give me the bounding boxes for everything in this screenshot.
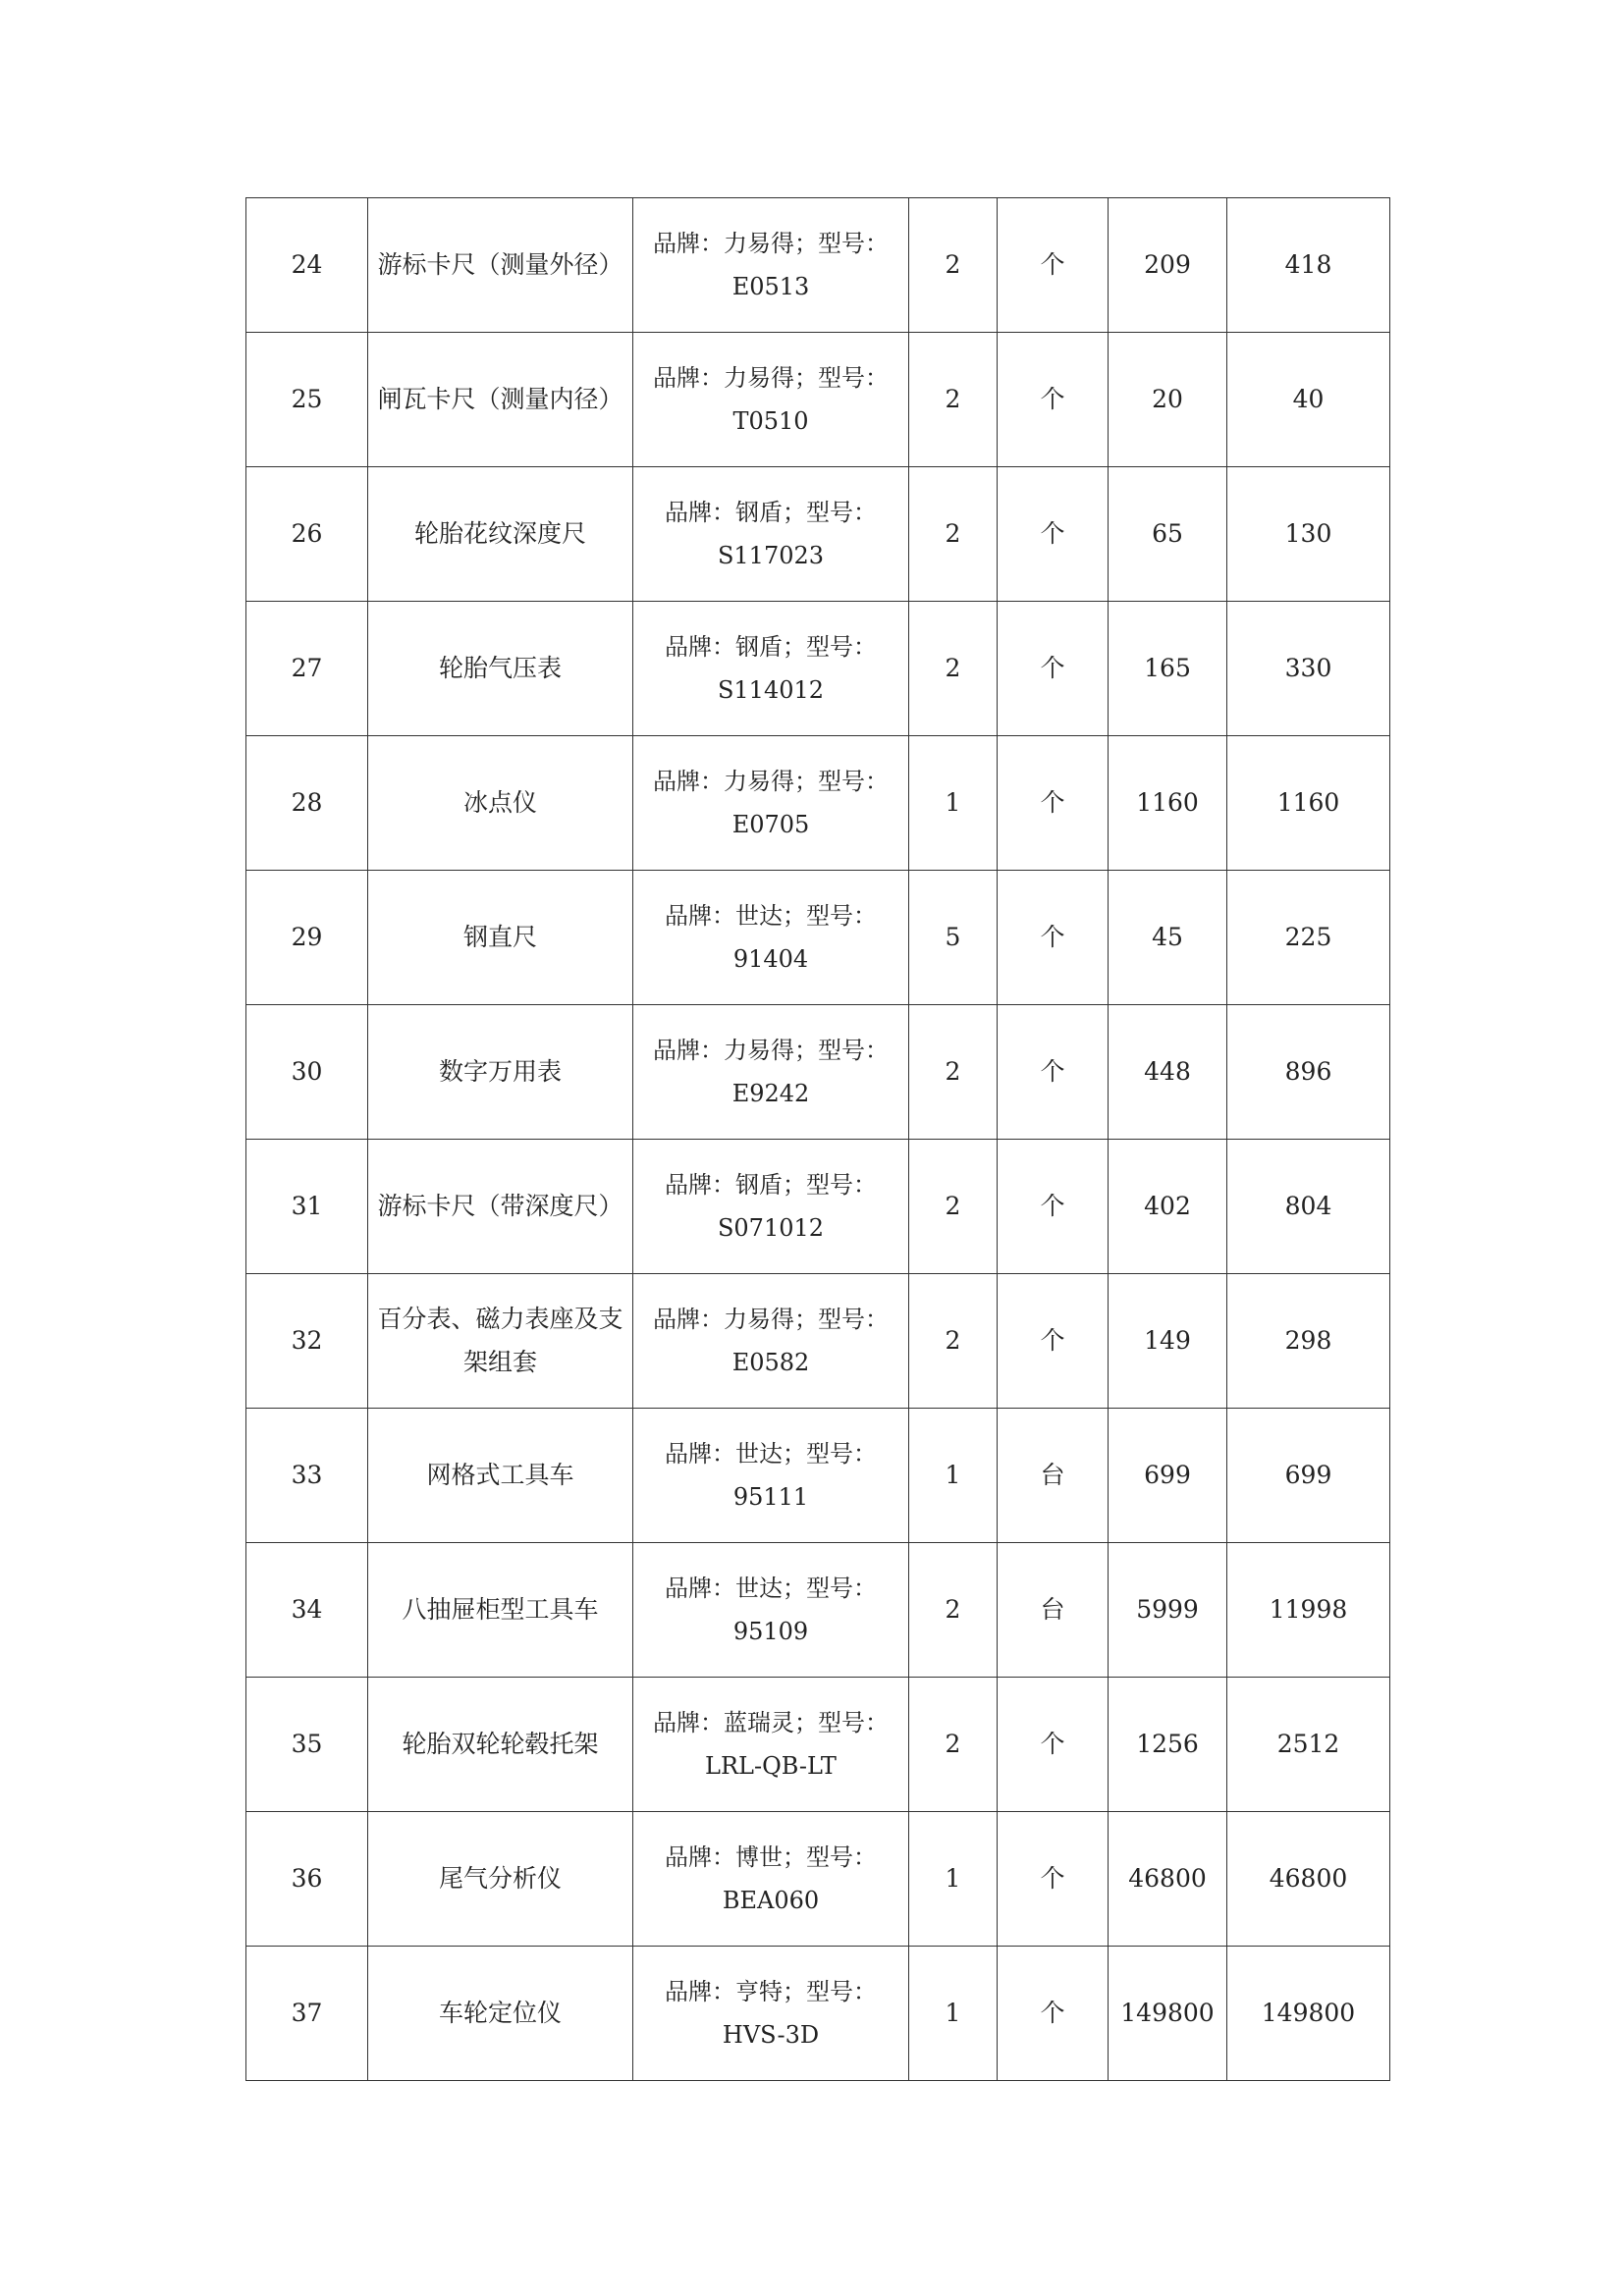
item-name: [368, 871, 633, 1005]
item-unit: 个: [998, 602, 1109, 736]
item-total-price: 11998: [1227, 1543, 1390, 1678]
item-quantity: 1: [909, 1947, 998, 2081]
item-quantity: 2: [909, 1274, 998, 1409]
item-unit: 个: [998, 1678, 1109, 1812]
item-name-line: 游标卡尺（测量外径）: [377, 250, 623, 279]
item-unit: 个: [998, 1812, 1109, 1947]
item-name-line: 车轮定位仪: [438, 1999, 562, 2027]
item-unit-price: 5999: [1109, 1543, 1227, 1678]
item-quantity: 5: [909, 871, 998, 1005]
item-spec-line: 95111: [732, 1483, 809, 1511]
item-unit-price: 149800: [1109, 1947, 1227, 2081]
item-spec-line: 品牌：力易得；型号：: [653, 1037, 889, 1064]
table-row: [246, 1812, 1390, 1947]
item-total-price: 46800: [1227, 1812, 1390, 1947]
row-number: 31: [246, 1140, 368, 1274]
item-spec-line: S117023: [717, 542, 825, 569]
item-spec-line: 品牌：亨特；型号：: [665, 1978, 877, 2005]
row-number: 36: [246, 1812, 368, 1947]
item-name-line: 轮胎双轮轮毂托架: [402, 1730, 599, 1758]
table-row: [246, 1005, 1390, 1140]
item-quantity: 2: [909, 467, 998, 602]
row-number: 32: [246, 1274, 368, 1409]
item-spec-line: 品牌：博世；型号：: [665, 1843, 877, 1871]
item-quantity: 2: [909, 333, 998, 467]
item-quantity: 2: [909, 1005, 998, 1140]
item-spec: [633, 1274, 909, 1409]
item-total-price: 130: [1227, 467, 1390, 602]
item-spec: [633, 1678, 909, 1812]
item-total-price: 699: [1227, 1409, 1390, 1543]
item-spec-line: 品牌：蓝瑞灵；型号：: [653, 1709, 889, 1736]
item-spec-line: E0705: [731, 811, 810, 838]
item-spec: [633, 1005, 909, 1140]
item-quantity: 2: [909, 1140, 998, 1274]
item-name-line: 百分表、磁力表座及支: [377, 1305, 623, 1333]
item-spec: [633, 1812, 909, 1947]
item-total-price: 40: [1227, 333, 1390, 467]
item-unit: 个: [998, 198, 1109, 333]
item-spec: [633, 333, 909, 467]
item-unit-price: 1160: [1109, 736, 1227, 871]
item-spec: [633, 467, 909, 602]
item-unit: 个: [998, 736, 1109, 871]
item-unit: 台: [998, 1409, 1109, 1543]
item-spec-line: T0510: [732, 407, 809, 435]
row-number: 37: [246, 1947, 368, 2081]
row-number: 26: [246, 467, 368, 602]
item-spec-line: 品牌：力易得；型号：: [653, 768, 889, 795]
item-spec-line: 品牌：钢盾；型号：: [665, 633, 877, 661]
table-row: [246, 602, 1390, 736]
item-name-line: 游标卡尺（带深度尺）: [377, 1192, 623, 1220]
table-row: [246, 333, 1390, 467]
table-row: [246, 198, 1390, 333]
item-unit-price: 209: [1109, 198, 1227, 333]
item-spec: [633, 1140, 909, 1274]
row-number: 27: [246, 602, 368, 736]
item-quantity: 2: [909, 198, 998, 333]
table-row: [246, 467, 1390, 602]
row-number: 33: [246, 1409, 368, 1543]
item-spec-line: 品牌：世达；型号：: [665, 1440, 877, 1468]
item-name-line: 架组套: [462, 1348, 537, 1376]
item-quantity: 1: [909, 1812, 998, 1947]
table-row: [246, 1543, 1390, 1678]
item-unit-price: 165: [1109, 602, 1227, 736]
item-name: [368, 198, 633, 333]
item-quantity: 1: [909, 736, 998, 871]
item-spec-line: 品牌：世达；型号：: [665, 1575, 877, 1602]
item-total-price: 1160: [1227, 736, 1390, 871]
item-spec-line: S114012: [717, 676, 825, 704]
row-number: 30: [246, 1005, 368, 1140]
item-spec-line: E9242: [731, 1080, 810, 1107]
item-spec-line: 品牌：世达；型号：: [665, 902, 877, 930]
item-name-line: 轮胎气压表: [438, 654, 562, 682]
row-number: 34: [246, 1543, 368, 1678]
item-unit-price: 20: [1109, 333, 1227, 467]
item-quantity: 1: [909, 1409, 998, 1543]
row-number: 25: [246, 333, 368, 467]
item-name-line: 轮胎花纹深度尺: [413, 519, 586, 548]
item-spec-line: 91404: [732, 945, 809, 973]
item-total-price: 896: [1227, 1005, 1390, 1140]
item-unit-price: 46800: [1109, 1812, 1227, 1947]
item-quantity: 2: [909, 1678, 998, 1812]
item-unit: 个: [998, 1947, 1109, 2081]
item-unit-price: 65: [1109, 467, 1227, 602]
item-quantity: 2: [909, 1543, 998, 1678]
table-body: [246, 198, 1390, 2081]
item-spec-line: E0513: [731, 273, 810, 300]
item-spec-line: 95109: [732, 1618, 809, 1645]
item-unit-price: 45: [1109, 871, 1227, 1005]
table-row: [246, 1947, 1390, 2081]
row-number: 29: [246, 871, 368, 1005]
table-row: [246, 1140, 1390, 1274]
table-row: [246, 1409, 1390, 1543]
item-spec-line: 品牌：力易得；型号：: [653, 230, 889, 257]
item-name: [368, 1274, 633, 1409]
item-unit-price: 448: [1109, 1005, 1227, 1140]
item-spec: [633, 198, 909, 333]
table-row: [246, 871, 1390, 1005]
item-name-line: 八抽屉柜型工具车: [402, 1595, 599, 1624]
item-spec: [633, 736, 909, 871]
item-spec-line: HVS-3D: [722, 2021, 820, 2049]
item-total-price: 298: [1227, 1274, 1390, 1409]
item-unit: 个: [998, 333, 1109, 467]
row-number: 35: [246, 1678, 368, 1812]
equipment-table: [245, 197, 1390, 2081]
item-unit-price: 149: [1109, 1274, 1227, 1409]
item-spec-line: E0582: [731, 1349, 810, 1376]
item-total-price: 418: [1227, 198, 1390, 333]
item-total-price: 804: [1227, 1140, 1390, 1274]
item-name-line: 钢直尺: [462, 923, 537, 951]
item-name-line: 冰点仪: [462, 788, 537, 817]
item-name: [368, 1678, 633, 1812]
item-unit: 个: [998, 1140, 1109, 1274]
item-unit: 个: [998, 1274, 1109, 1409]
item-name: [368, 1543, 633, 1678]
item-name: [368, 1812, 633, 1947]
item-name-line: 数字万用表: [438, 1057, 562, 1086]
item-total-price: 225: [1227, 871, 1390, 1005]
item-unit-price: 699: [1109, 1409, 1227, 1543]
item-spec: [633, 602, 909, 736]
item-unit: 个: [998, 467, 1109, 602]
item-spec-line: BEA060: [722, 1887, 820, 1914]
item-name: [368, 1005, 633, 1140]
item-total-price: 2512: [1227, 1678, 1390, 1812]
item-spec: [633, 871, 909, 1005]
item-name: [368, 736, 633, 871]
item-unit-price: 1256: [1109, 1678, 1227, 1812]
item-spec: [633, 1543, 909, 1678]
item-name: [368, 1409, 633, 1543]
item-quantity: 2: [909, 602, 998, 736]
item-unit-price: 402: [1109, 1140, 1227, 1274]
item-spec: [633, 1409, 909, 1543]
item-spec-line: 品牌：钢盾；型号：: [665, 499, 877, 526]
row-number: 28: [246, 736, 368, 871]
row-number: 24: [246, 198, 368, 333]
item-unit: 个: [998, 1005, 1109, 1140]
item-name: [368, 467, 633, 602]
table-row: [246, 1678, 1390, 1812]
item-unit: 个: [998, 871, 1109, 1005]
item-total-price: 330: [1227, 602, 1390, 736]
item-name: [368, 602, 633, 736]
item-name: [368, 333, 633, 467]
table-row: [246, 1274, 1390, 1409]
item-unit: 台: [998, 1543, 1109, 1678]
item-spec-line: 品牌：钢盾；型号：: [665, 1171, 877, 1199]
item-total-price: 149800: [1227, 1947, 1390, 2081]
item-name-line: 网格式工具车: [426, 1461, 574, 1489]
item-spec: [633, 1947, 909, 2081]
table-row: [246, 736, 1390, 871]
item-spec-line: 品牌：力易得；型号：: [653, 364, 889, 392]
item-spec-line: 品牌：力易得；型号：: [653, 1306, 889, 1333]
item-spec-line: S071012: [717, 1214, 825, 1242]
item-name-line: 闸瓦卡尺（测量内径）: [377, 385, 623, 413]
item-name-line: 尾气分析仪: [438, 1864, 562, 1893]
item-name: [368, 1140, 633, 1274]
item-name: [368, 1947, 633, 2081]
item-spec-line: LRL-QB-LT: [705, 1752, 837, 1780]
